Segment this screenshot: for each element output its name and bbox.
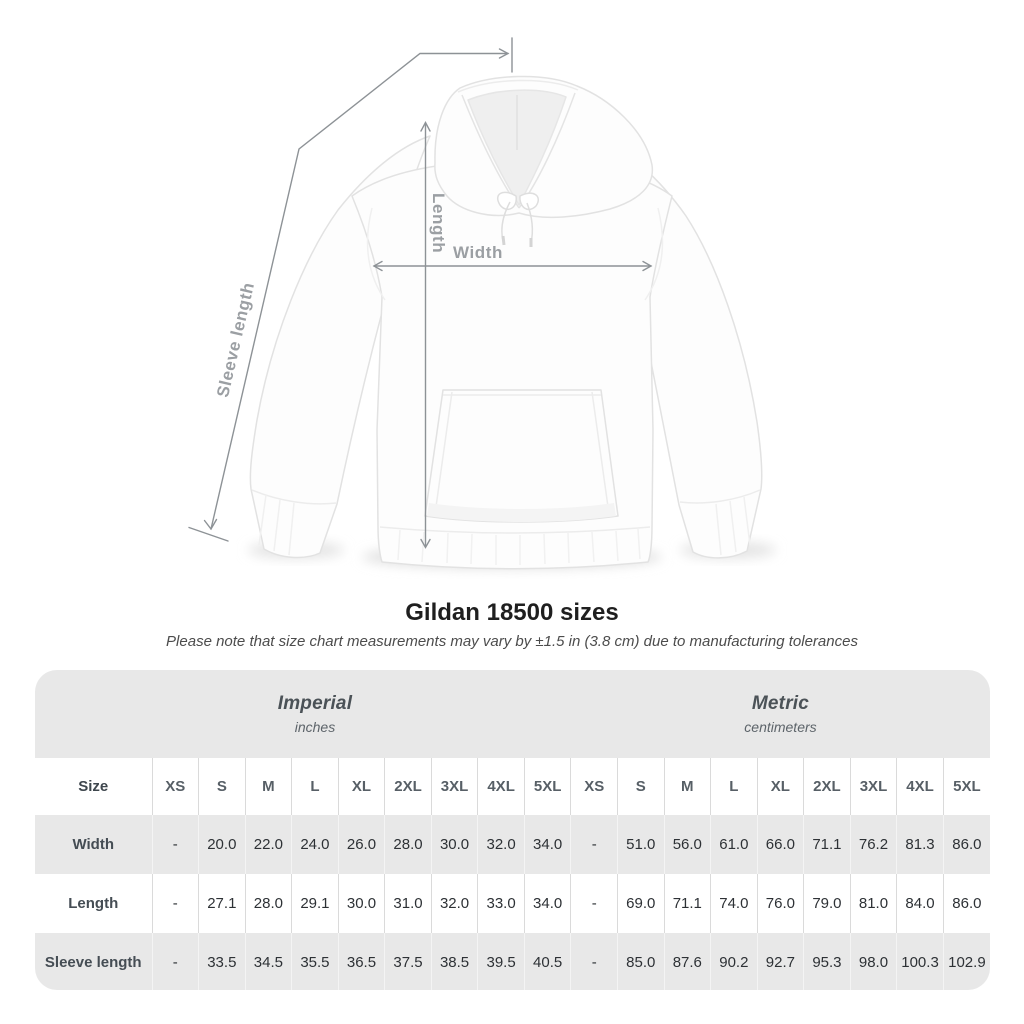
table-cell: 32.0	[431, 874, 478, 933]
table-cell: 38.5	[431, 933, 478, 990]
table-cell: 81.3	[897, 815, 944, 874]
table-cell: 39.5	[478, 933, 525, 990]
table-cell: 102.9	[943, 933, 990, 990]
size-table-container	[35, 670, 990, 990]
table-cell: 35.5	[292, 933, 339, 990]
table-row-width	[35, 815, 990, 874]
size-column-header: 4XL	[478, 758, 525, 815]
width-label: Width	[452, 243, 504, 262]
metric-header	[571, 670, 990, 758]
kangaroo-pocket	[425, 390, 618, 522]
table-cell: 69.0	[617, 874, 664, 933]
size-column-header: L	[292, 758, 339, 815]
size-header: Size	[78, 778, 109, 795]
size-column-header: 2XL	[385, 758, 432, 815]
imperial-label: Imperial	[277, 693, 353, 714]
table-cell: 98.0	[850, 933, 897, 990]
row-label: Length	[68, 895, 119, 912]
table-cell: -	[152, 815, 199, 874]
size-column-header: 5XL	[943, 758, 990, 815]
size-column-header: 3XL	[850, 758, 897, 815]
unit-header-row	[35, 670, 990, 758]
table-cell: 30.0	[338, 874, 385, 933]
table-cell: 81.0	[850, 874, 897, 933]
table-cell: -	[152, 933, 199, 990]
table-cell: 28.0	[245, 874, 292, 933]
table-cell: 51.0	[617, 815, 664, 874]
table-cell: 32.0	[478, 815, 525, 874]
size-column-header: XS	[571, 758, 618, 815]
table-cell: 61.0	[711, 815, 758, 874]
table-row-sleeve-length	[35, 933, 990, 990]
table-cell: -	[571, 815, 618, 874]
imperial-header	[35, 670, 571, 758]
size-column-header: XL	[338, 758, 385, 815]
table-cell: 71.1	[664, 874, 711, 933]
table-cell: 27.1	[199, 874, 246, 933]
metric-label: Metric	[751, 693, 810, 714]
imperial-unit: inches	[294, 719, 336, 735]
table-cell: 34.5	[245, 933, 292, 990]
table-cell: 87.6	[664, 933, 711, 990]
length-label: Length	[429, 193, 448, 254]
table-cell: 37.5	[385, 933, 432, 990]
row-label: Sleeve length	[35, 933, 152, 990]
size-column-header: 4XL	[897, 758, 944, 815]
table-cell: 30.0	[431, 815, 478, 874]
table-cell: 79.0	[804, 874, 851, 933]
size-column-header: 3XL	[431, 758, 478, 815]
table-cell: 84.0	[897, 874, 944, 933]
table-cell: 26.0	[338, 815, 385, 874]
table-cell: 86.0	[943, 874, 990, 933]
size-table	[35, 670, 990, 990]
sleeve-length-label: Sleeve length	[213, 280, 259, 400]
table-cell: 28.0	[385, 815, 432, 874]
table-cell: 66.0	[757, 815, 804, 874]
size-column-header: M	[664, 758, 711, 815]
size-column-header: S	[617, 758, 664, 815]
table-cell: 40.5	[524, 933, 571, 990]
table-cell: 33.0	[478, 874, 525, 933]
size-column-header: 5XL	[524, 758, 571, 815]
size-column-header: XS	[152, 758, 199, 815]
row-label: Width	[35, 815, 152, 874]
table-cell: 100.3	[897, 933, 944, 990]
table-cell: -	[571, 933, 618, 990]
table-cell: 76.0	[757, 874, 804, 933]
size-column-header: L	[711, 758, 758, 815]
table-cell: 33.5	[199, 933, 246, 990]
table-cell: 34.0	[524, 815, 571, 874]
table-cell: 20.0	[199, 815, 246, 874]
table-cell: 86.0	[943, 815, 990, 874]
table-cell: 95.3	[804, 933, 851, 990]
size-column-header: 2XL	[804, 758, 851, 815]
table-cell: 31.0	[385, 874, 432, 933]
table-cell: 22.0	[245, 815, 292, 874]
size-column-header: S	[199, 758, 246, 815]
size-column-header: XL	[757, 758, 804, 815]
table-cell: 34.0	[524, 874, 571, 933]
tolerance-note: Please note that size chart measurements may vary by ±1.5 in (3.8 cm) due to manufacturing tolerances	[166, 633, 858, 650]
table-cell: 24.0	[292, 815, 339, 874]
table-cell: 71.1	[804, 815, 851, 874]
table-cell: 29.1	[292, 874, 339, 933]
table-cell: 92.7	[757, 933, 804, 990]
table-cell: 76.2	[850, 815, 897, 874]
table-cell: 90.2	[711, 933, 758, 990]
table-cell: -	[152, 874, 199, 933]
page-title: Gildan 18500 sizes	[405, 599, 619, 626]
table-row-length	[35, 874, 990, 933]
table-cell: 85.0	[617, 933, 664, 990]
table-cell: -	[571, 874, 618, 933]
metric-unit: centimeters	[744, 719, 817, 735]
size-column-header: M	[245, 758, 292, 815]
table-cell: 74.0	[711, 874, 758, 933]
table-cell: 36.5	[338, 933, 385, 990]
size-header-row	[35, 758, 990, 815]
table-cell: 56.0	[664, 815, 711, 874]
